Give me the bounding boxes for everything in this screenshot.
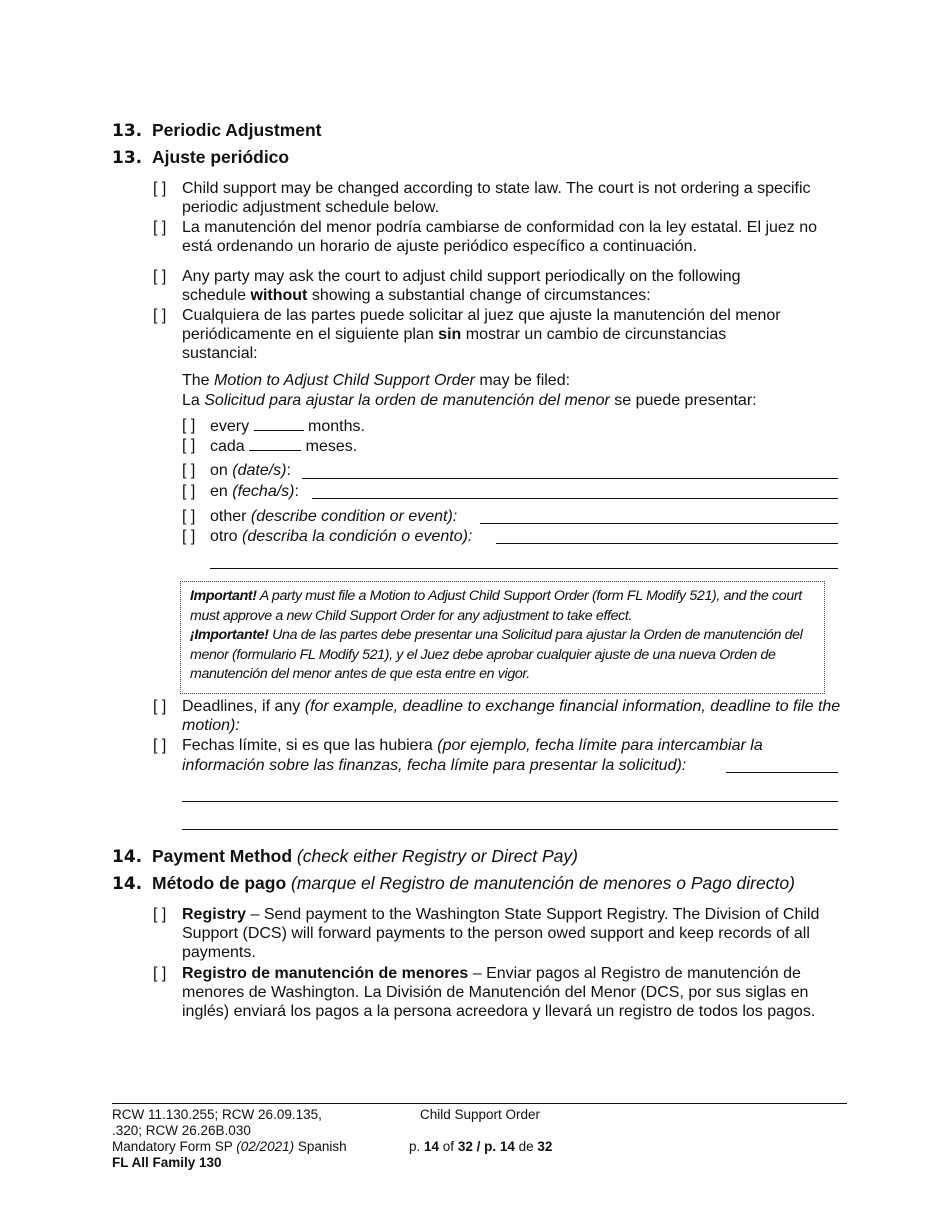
text: / p. [472,1139,500,1154]
meses-blank[interactable] [249,436,301,451]
footer-rcw-1: RCW 11.130.255; RCW 26.09.135, [112,1107,322,1122]
option-periodic-en-line2 [182,286,651,305]
otro-label [210,527,472,546]
section-title: Payment Method [152,846,293,866]
text: cada [210,438,245,455]
other-field[interactable] [480,523,838,524]
section-title: Método de pago [152,873,287,893]
section-title: Periodic Adjustment [152,120,322,140]
option-no-schedule-en: Child support may be changed according to state law. The court is not ordering a specific periodic adjustment schedule below. [182,180,811,216]
option-periodic-es-line2 [182,325,726,344]
section-number: 13. [112,148,143,168]
footer-doc-title: Child Support Order [420,1107,541,1122]
otro-field[interactable] [496,543,838,544]
motion-line-en [182,371,570,390]
checkbox-on-date[interactable]: [ ] [182,462,196,479]
en-fecha-label [210,482,299,501]
footer-rcw-2: .320; RCW 26.26B.030 [112,1123,251,1138]
option-title: Registry [182,906,247,923]
footer-form-version [112,1139,347,1155]
text: : [294,483,299,500]
checkbox-periodic-en[interactable]: [ ] [153,268,167,285]
cada-meses-line [210,436,357,456]
text: may be filed: [474,372,571,389]
text: (02/2021) [236,1139,295,1154]
checkbox-registry-en[interactable]: [ ] [153,906,167,923]
section-title: Ajuste periódico [152,147,290,167]
checkbox-deadlines-en[interactable]: [ ] [153,698,167,715]
checkbox-en-fecha[interactable]: [ ] [182,483,196,500]
section-14-heading-en [112,846,578,867]
text: 32 [457,1139,473,1154]
text: – Enviar pagos al Registro de manutención de menores de Washington. La División de Manutención del Menor (DCS, por sus siglas en inglés) enviará los pagos a la persona acreedora y llevará un registro de todos los pagos. [182,965,816,1020]
important-label: Important! [190,588,257,604]
section-13-heading-en [112,120,322,141]
text: meses. [305,438,358,455]
text: of [439,1139,458,1154]
text: p. [409,1139,425,1154]
section-number: 13. [112,121,143,141]
important-notice-en [190,587,824,626]
checkbox-registry-es[interactable]: [ ] [153,965,167,982]
text: de [514,1139,538,1154]
text: periódicamente en el siguiente plan [182,326,439,343]
section-13-heading-es [112,147,289,168]
checkbox-cada[interactable]: [ ] [182,437,196,454]
deadlines-es-line1 [182,736,763,755]
text: (describa la condición o evento): [242,528,473,545]
footer-divider [112,1103,847,1104]
motion-line-es [182,391,757,410]
text: mostrar un cambio de circunstancias [461,326,727,343]
text: (for example, deadline to exchange financial information, deadline to file the motion): [182,698,841,734]
option-periodic-es-line1: Cualquiera de las partes puede solicitar al juez que ajuste la manutención del menor [182,307,781,324]
on-date-label [210,461,291,480]
text: – Send payment to the Washington State Support Registry. The Division of Child Support (DCS) will forward payments to the person owed support and keep records of all payments. [182,906,820,961]
on-date-field[interactable] [302,478,838,479]
option-no-schedule-es: La manutención del menor podría cambiarse de conformidad con la ley estatal. El juez no está ordenando un horario de ajuste periódico específico a continuación. [182,219,818,255]
checkbox-deadlines-es[interactable]: [ ] [153,737,167,754]
every-months-line [210,416,365,436]
checkbox-no-schedule-es[interactable]: [ ] [153,219,167,236]
form-name: Solicitud para ajustar la orden de manutención del menor [204,392,610,409]
section-hint: (check either Registry or Direct Pay) [292,846,578,866]
deadlines-es-line2 [182,756,686,775]
option-periodic-en-line1: Any party may ask the court to adjust child support periodically on the following [182,268,741,285]
other-continuation-field[interactable] [210,568,838,569]
text: (describe condition or event): [250,508,458,525]
text: every [210,418,250,435]
text: 32 [537,1139,553,1154]
text: months. [308,418,365,435]
text: 14 [499,1139,515,1154]
section-hint: (marque el Registro de manutención de menores o Pago directo) [286,873,795,893]
footer-page-number [409,1139,552,1155]
text: (date/s) [232,462,287,479]
checkbox-periodic-es[interactable]: [ ] [153,307,167,324]
important-label: ¡Importante! [190,627,269,643]
registry-option-es [182,964,844,1021]
text: Spanish [294,1139,347,1154]
checkbox-otro[interactable]: [ ] [182,528,196,545]
text: información sobre las finanzas, fecha límite para presentar la solicitud): [182,757,687,774]
option-periodic-es-line3: sustancial: [182,345,258,362]
form-name: Motion to Adjust Child Support Order [214,372,475,389]
section-number: 14. [112,874,143,894]
months-blank[interactable] [254,416,304,431]
text: Una de las partes debe presentar una Solicitud para ajustar la Orden de manutención del menor (formulario FL Modify 521), y el Juez debe aprobar cualquier ajuste de una nueva Orden de manutención del menor antes de que esta entre en vigor. [190,627,803,682]
text: otro [210,528,243,545]
en-fecha-field[interactable] [312,498,838,499]
registry-option-en [182,905,844,962]
text: (por ejemplo, fecha límite para intercambiar la [437,737,763,754]
text: Deadlines, if any [182,698,305,715]
text: La [182,392,205,409]
text: se puede presentar: [609,392,757,409]
text: Mandatory Form SP [112,1139,237,1154]
deadlines-en [182,697,842,735]
text: 14 [424,1139,440,1154]
deadlines-field[interactable] [726,772,838,773]
emphasis: sin [438,326,462,343]
important-notice-es [190,626,824,685]
option-title: Registro de manutención de menores [182,965,469,982]
text: A party must file a Motion to Adjust Child Support Order (form FL Modify 521), and the court must approve a new Child Support Order for any adjustment to take effect. [190,588,802,624]
text: : [286,462,291,479]
text: schedule [182,287,251,304]
important-notice-box [180,581,825,694]
text: The [182,372,215,389]
section-14-heading-es [112,873,795,894]
text: showing a substantial change of circumstances: [307,287,651,304]
text: on [210,462,233,479]
checkbox-every[interactable]: [ ] [182,417,196,434]
checkbox-other[interactable]: [ ] [182,508,196,525]
text: en [210,483,233,500]
text: other [210,508,251,525]
other-label [210,507,457,526]
text: Fechas límite, si es que las hubiera [182,737,438,754]
checkbox-no-schedule-en[interactable]: [ ] [153,180,167,197]
emphasis: without [250,287,308,304]
deadlines-field-line2[interactable] [182,801,838,802]
deadlines-field-line3[interactable] [182,829,838,830]
footer-form-id: FL All Family 130 [112,1155,222,1170]
text: (fecha/s) [232,483,295,500]
section-number: 14. [112,847,143,867]
